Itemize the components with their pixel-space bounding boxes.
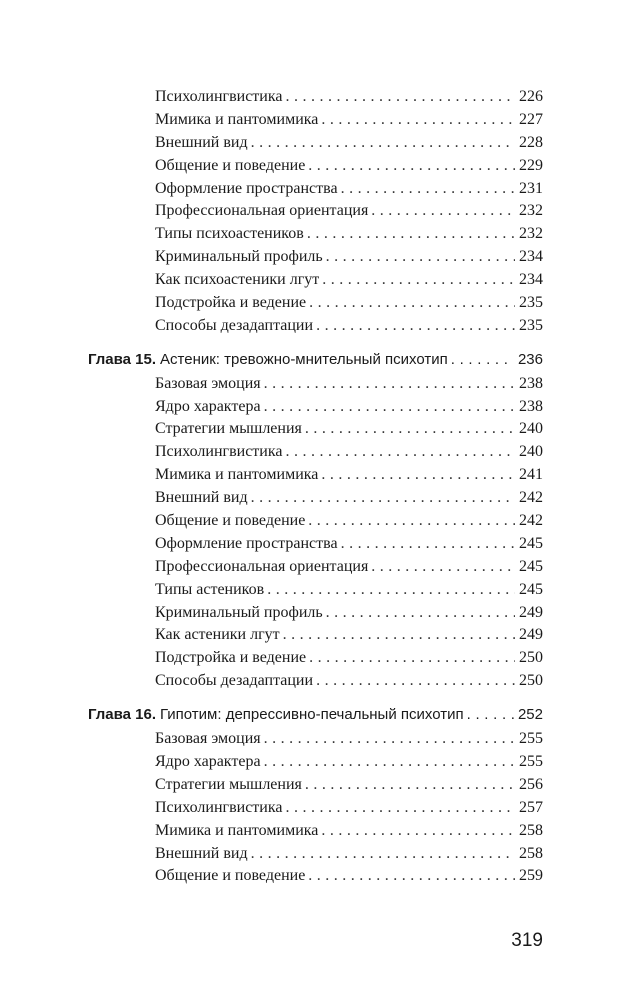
toc-entry-page: 229 [519,156,543,174]
toc-entry-page: 255 [519,730,543,748]
dot-leader [467,704,514,727]
toc-entry-title: Типы психоастеников [155,225,304,243]
dot-leader [326,246,515,269]
dot-leader [326,602,515,625]
toc-entry-page: 238 [519,374,543,392]
toc-entry [88,579,543,602]
dot-leader [307,223,515,246]
toc-entry [88,487,543,510]
toc-entry-page: 235 [519,294,543,312]
toc-entry-title: Криминальный профиль [155,248,323,266]
dot-leader [251,843,515,866]
toc-entry-page: 235 [519,316,543,334]
toc-entry-title: Оформление пространства [155,179,338,197]
toc-entry-title: Психолингвистика [155,88,283,105]
toc-entry-page: 242 [519,489,543,507]
toc-entry-page: 234 [519,271,543,289]
toc-entry [88,396,543,419]
toc-entry [88,797,543,820]
toc-entry-page: 242 [519,512,543,530]
toc-entry-page: 255 [519,752,543,770]
chapter-heading [88,704,543,727]
toc-entry-page: 256 [519,775,543,793]
toc-entry [88,647,543,670]
dot-leader [321,820,515,843]
toc-entry [88,246,543,269]
toc-entry-page: 250 [519,672,543,690]
toc-entry-title: Оформление пространства [155,534,338,552]
toc-entry-page: 226 [519,88,543,105]
toc-entry [88,269,543,292]
dot-leader [308,865,515,888]
toc-entry-page: 227 [519,110,543,128]
toc-entry-page: 238 [519,397,543,415]
toc-entry-title: Мимика и пантомимика [155,110,319,128]
toc-entry-title: Базовая эмоция [155,374,261,392]
toc-entry-page: 234 [519,248,543,266]
toc-entry-page: 258 [519,821,543,839]
toc-entry-page: 245 [519,580,543,598]
toc-entry-title: Внешний вид [155,489,248,507]
toc-entry-title: Подстройка и ведение [155,649,307,667]
toc-entry-title: Способы дезадаптации [155,316,314,334]
toc-entry-title: Общение и поведение [155,156,306,174]
toc-entry-title: Психолингвистика [155,798,283,816]
toc-entry [88,670,543,693]
toc-entry [88,178,543,201]
toc-entry-title: Профессиональная ориентация [155,557,369,575]
dot-leader [251,487,515,510]
toc-entry-title: Как психоастеники лгут [155,271,320,289]
toc-entry-title: Профессиональная ориентация [155,202,369,220]
toc-entry-title: Базовая эмоция [155,730,261,748]
dot-leader [264,373,515,396]
toc-entry-title: Типы астеников [155,580,265,598]
dot-leader [264,751,515,774]
toc-entry [88,865,543,888]
dot-leader [305,418,515,441]
toc-entry [88,373,543,396]
toc-entry [88,751,543,774]
toc-entry-title: Способы дезадаптации [155,672,314,690]
chapter-label: Глава 15. [88,350,157,368]
toc-entry-page: 250 [519,649,543,667]
toc-entry [88,292,543,315]
dot-leader [341,178,515,201]
toc-entry-page: 241 [519,466,543,484]
dot-leader [251,132,515,155]
dot-leader [305,774,515,797]
toc-entry [88,602,543,625]
toc-entry-title: Стратегии мышления [155,420,302,438]
dot-leader [283,624,515,647]
toc-entry [88,624,543,647]
toc-entry-title: Как астеники лгут [155,626,280,644]
toc-entry [88,843,543,866]
chapter-title: Гипотим: депрессивно-печальный психотип [160,706,464,724]
toc-entry-page: 258 [519,844,543,862]
toc-entry-title: Общение и поведение [155,512,306,530]
dot-leader [308,510,515,533]
page-number: 319 [511,930,543,951]
dot-leader [264,396,515,419]
dot-leader [321,109,515,132]
toc-entry [88,109,543,132]
toc-entry-page: 240 [519,420,543,438]
dot-leader [267,579,515,602]
toc-entry-title: Мимика и пантомимика [155,466,319,484]
toc-entry [88,464,543,487]
toc-entry [88,533,543,556]
dot-leader [316,315,515,338]
dot-leader [341,533,515,556]
chapter-page: 252 [517,706,543,724]
toc-entry-title: Ядро характера [155,397,261,415]
dot-leader [371,556,515,579]
toc-entry [88,510,543,533]
toc-entry [88,441,543,464]
chapter-page: 236 [517,350,543,368]
toc-entry-page: 257 [519,798,543,816]
toc-entry [88,315,543,338]
toc-entry-title: Внешний вид [155,844,248,862]
toc-entry-page: 249 [519,626,543,644]
toc-entry-title: Подстройка и ведение [155,294,307,312]
dot-leader [322,269,515,292]
toc-entry [88,155,543,178]
dot-leader [264,728,515,751]
toc-entry-title: Мимика и пантомимика [155,821,319,839]
toc-entry-page: 232 [519,225,543,243]
toc-entry [88,556,543,579]
dot-leader [316,670,515,693]
toc-entry [88,132,543,155]
toc-entry-page: 240 [519,443,543,461]
toc-entry [88,86,543,109]
toc-entry-page: 245 [519,534,543,552]
toc-entry-page: 228 [519,133,543,151]
toc-entry-title: Общение и поведение [155,867,306,885]
toc-entry-page: 259 [519,867,543,885]
toc-entry [88,728,543,751]
chapter-title: Астеник: тревожно-мнительный психотип [160,350,448,368]
dot-leader [285,86,515,109]
toc-entry [88,774,543,797]
toc-entry-title: Психолингвистика [155,443,283,461]
toc-entry-page: 245 [519,557,543,575]
toc-entry [88,200,543,223]
table-of-contents [88,86,543,888]
toc-entry [88,418,543,441]
toc-entry-title: Стратегии мышления [155,775,302,793]
dot-leader [321,464,515,487]
toc-entry-title: Внешний вид [155,133,248,151]
toc-entry-page: 249 [519,603,543,621]
chapter-heading [88,349,543,372]
dot-leader [451,349,514,372]
dot-leader [308,155,515,178]
dot-leader [285,797,515,820]
dot-leader [309,647,515,670]
toc-entry [88,820,543,843]
toc-entry-title: Ядро характера [155,752,261,770]
dot-leader [309,292,515,315]
dot-leader [371,200,515,223]
dot-leader [285,441,515,464]
toc-entry-page: 232 [519,202,543,220]
toc-entry-page: 231 [519,179,543,197]
chapter-label: Глава 16. [88,706,157,724]
toc-entry [88,223,543,246]
toc-entry-title: Криминальный профиль [155,603,323,621]
